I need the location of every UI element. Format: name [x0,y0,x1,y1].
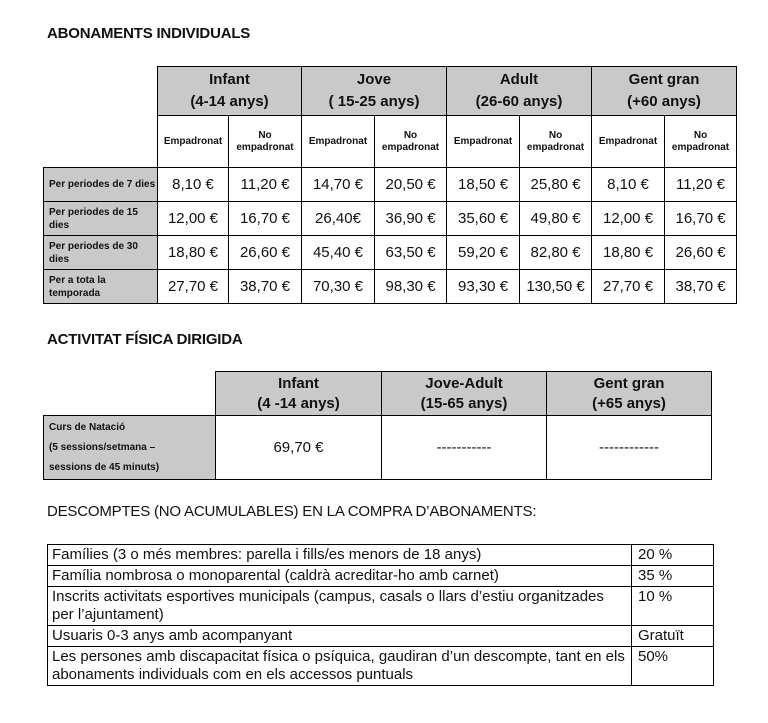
price-cell: 27,70 € [592,270,665,304]
price-cell: 45,40 € [302,236,375,270]
price-cell: 11,20 € [229,168,302,202]
price-cell: 25,80 € [520,168,592,202]
discount-text: Inscrits activitats esportives municipals (campus, casals o llars d’estiu organitzades per l’ajuntament) [48,587,632,626]
subheader-no-empadronat: No empadronat [520,116,592,168]
row-label: Curs de Natació (5 sessions/setmana – sessions de 45 minuts) [44,416,216,480]
discount-text: Famílies (3 o més membres: parella i fills/es menors de 18 anys) [48,545,632,566]
price-cell: 98,30 € [375,270,447,304]
table-row [44,270,737,304]
price-cell: 130,50 € [520,270,592,304]
price-cell: 82,80 € [520,236,592,270]
group-header-infant: Infant (4-14 anys) [158,67,302,116]
row-label: Per periodes de 7 dies [44,168,158,202]
group-header-jove: Jove ( 15-25 anys) [302,67,447,116]
price-cell: 14,70 € [302,168,375,202]
table-row [44,202,737,236]
discount-text: Família nombrosa o monoparental (caldrà acreditar-ho amb carnet) [48,566,632,587]
table-row [44,236,737,270]
price-cell: 18,80 € [158,236,229,270]
discount-value: 35 % [632,566,714,587]
price-cell: 18,80 € [592,236,665,270]
discount-value: 50% [632,647,714,686]
group-header-adult: Adult (26-60 anys) [447,67,592,116]
price-cell: 38,70 € [229,270,302,304]
subheader-empadronat: Empadronat [592,116,665,168]
price-cell: 49,80 € [520,202,592,236]
price-cell: 26,60 € [665,236,737,270]
discount-text: Les persones amb discapacitat física o psíquica, gaudiran d’un descompte, tant en els abonaments individuals com en els accessos puntuals [48,647,632,686]
price-cell: 16,70 € [665,202,737,236]
group-header-infant: Infant (4 -14 anys) [216,372,382,416]
price-cell: 63,50 € [375,236,447,270]
price-cell: 59,20 € [447,236,520,270]
descomptes-table [47,544,714,686]
table-row [48,587,714,626]
price-cell: ------------ [547,416,712,480]
price-cell: 11,20 € [665,168,737,202]
subheader-empadronat: Empadronat [158,116,229,168]
blank-corner [44,372,216,416]
table-row [44,416,712,480]
price-cell: ----------- [382,416,547,480]
subheader-no-empadronat: No empadronat [229,116,302,168]
group-header-gent-gran: Gent gran (+60 anys) [592,67,737,116]
price-cell: 38,70 € [665,270,737,304]
section-title-abonaments: ABONAMENTS INDIVIDUALS [47,25,251,42]
table-row [44,168,737,202]
table-row [48,566,714,587]
section-title-activitat: ACTIVITAT FÍSICA DIRIGIDA [47,331,243,348]
discount-value: Gratuït [632,626,714,647]
blank-corner [44,67,158,116]
subheader-no-empadronat: No empadronat [665,116,737,168]
price-cell: 26,60 € [229,236,302,270]
discount-value: 20 % [632,545,714,566]
price-cell: 18,50 € [447,168,520,202]
group-header-jove-adult: Jove-Adult (15-65 anys) [382,372,547,416]
row-label: Per periodes de 30 dies [44,236,158,270]
price-cell: 36,90 € [375,202,447,236]
row-label: Per periodes de 15 dies [44,202,158,236]
price-cell: 12,00 € [158,202,229,236]
table-row [48,626,714,647]
price-cell: 70,30 € [302,270,375,304]
price-cell: 26,40€ [302,202,375,236]
row-label: Per a tota la temporada [44,270,158,304]
group-header-gent-gran: Gent gran (+65 anys) [547,372,712,416]
subheader-no-empadronat: No empadronat [375,116,447,168]
price-cell: 8,10 € [592,168,665,202]
price-cell: 27,70 € [158,270,229,304]
activitat-table [43,371,712,480]
price-cell: 69,70 € [216,416,382,480]
price-cell: 35,60 € [447,202,520,236]
price-cell: 93,30 € [447,270,520,304]
subheader-empadronat: Empadronat [302,116,375,168]
table-row [48,545,714,566]
table-row [48,647,714,686]
discount-text: Usuaris 0-3 anys amb acompanyant [48,626,632,647]
price-cell: 20,50 € [375,168,447,202]
price-cell: 12,00 € [592,202,665,236]
abonaments-table [43,66,737,304]
subheader-empadronat: Empadronat [447,116,520,168]
price-cell: 8,10 € [158,168,229,202]
section-title-descomptes: DESCOMPTES (NO ACUMULABLES) EN LA COMPRA D’ABONAMENTS: [47,503,537,520]
discount-value: 10 % [632,587,714,626]
blank-corner [44,116,158,168]
price-cell: 16,70 € [229,202,302,236]
